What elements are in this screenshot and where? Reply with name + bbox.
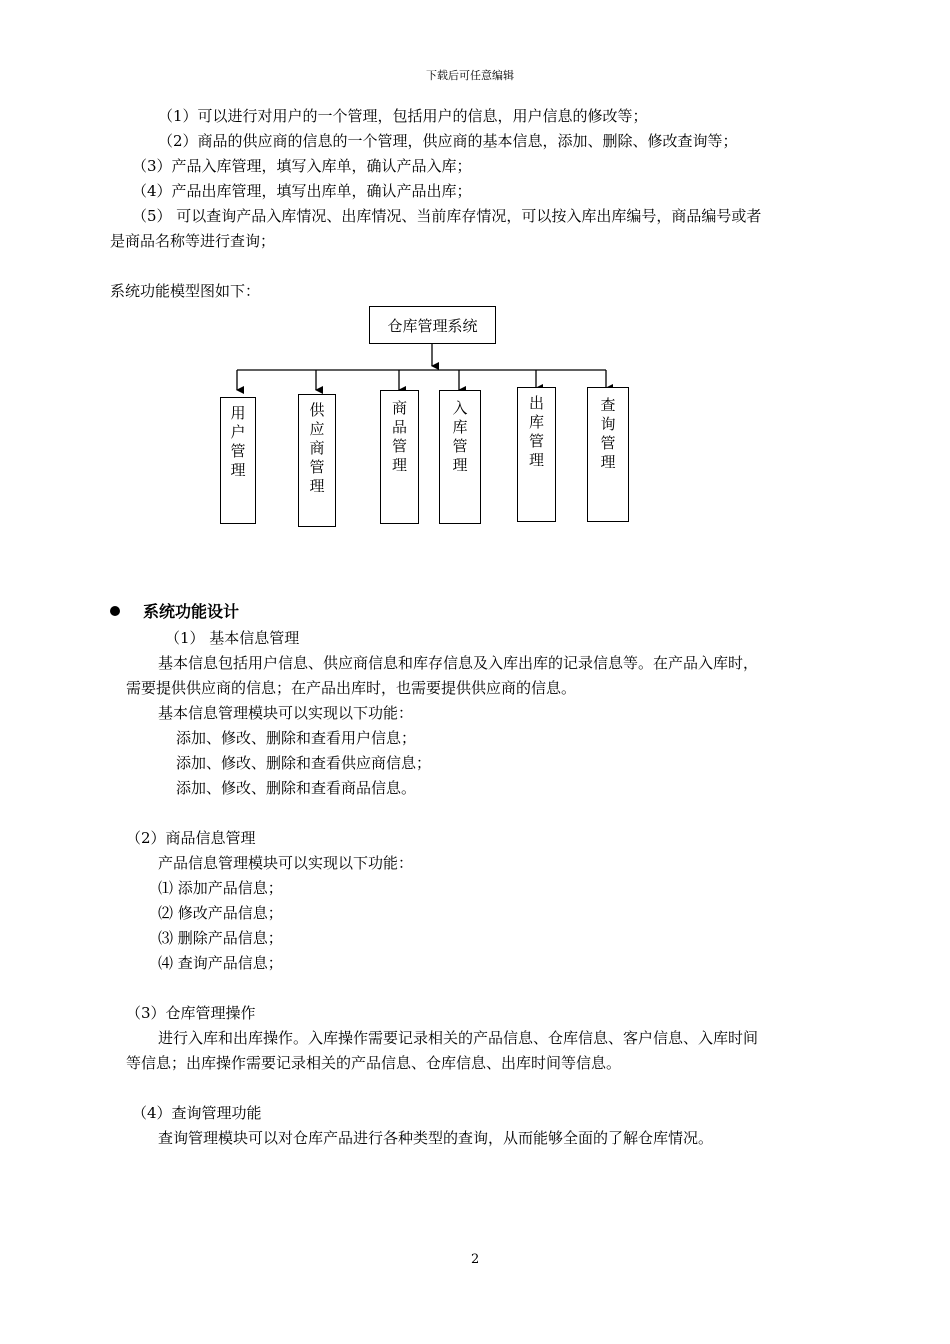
- intro-line-6: 是商品名称等进行查询；: [110, 232, 276, 250]
- s4-paragraph: 查询管理模块可以对仓库产品进行各种类型的查询，从而能够全面的了解仓库情况。: [158, 1129, 714, 1147]
- s1-list-item: 添加、修改、删除和查看用户信息；: [176, 729, 417, 747]
- s3-paragraph-line-1: 进行入库和出库操作。入库操作需要记录相关的产品信息、仓库信息、客户信息、入库时间: [158, 1029, 759, 1047]
- diagram-node-product: [380, 390, 419, 524]
- diagram-node-outbound: [517, 387, 556, 522]
- s1-paragraph-line-1: 基本信息包括用户信息、供应商信息和库存信息及入库出库的记录信息等。在产品入库时，: [158, 654, 759, 672]
- intro-line-1: （1）可以进行对用户的一个管理，包括用户的信息，用户信息的修改等；: [158, 107, 648, 125]
- page-header: 下载后可任意编辑: [426, 69, 514, 82]
- intro-line-2: （2）商品的供应商的信息的一个管理，供应商的基本信息，添加、删除、修改查询等；: [158, 132, 738, 150]
- diagram-node-query: [587, 387, 629, 522]
- diagram-node-label: 查询管理: [600, 396, 616, 471]
- intro-line-4: （4）产品出库管理，填写出库单，确认产品出库；: [132, 182, 472, 200]
- intro-line-3: （3）产品入库管理，填写入库单，确认产品入库；: [132, 157, 472, 175]
- diagram-node-label: 供应商管理: [309, 401, 325, 495]
- diagram-node-label: 用户管理: [230, 404, 246, 479]
- diagram-node-label: 入库管理: [452, 399, 468, 474]
- s2-list-item: ⑵ 修改产品信息；: [158, 904, 283, 922]
- section-title: 系统功能设计: [143, 602, 240, 621]
- s3-paragraph-line-2: 等信息；出库操作需要记录相关的产品信息、仓库信息、出库时间等信息。: [126, 1054, 622, 1072]
- s2-list-item: ⑴ 添加产品信息；: [158, 879, 283, 897]
- s1-list-item: 添加、修改、删除和查看商品信息。: [176, 779, 417, 797]
- diagram-node-supplier: [298, 394, 336, 527]
- s1-list-item: 添加、修改、删除和查看供应商信息；: [176, 754, 432, 772]
- diagram-node-label: 出库管理: [528, 394, 544, 469]
- s1-paragraph-line-2: 需要提供供应商的信息；在产品出库时，也需要提供供应商的信息。: [126, 679, 577, 697]
- diagram-node-inbound: [439, 390, 481, 524]
- diagram-caption: 系统功能模型图如下：: [110, 282, 261, 300]
- s1-paragraph-2: 基本信息管理模块可以实现以下功能：: [158, 704, 414, 722]
- diagram-node-label: 商品管理: [391, 399, 407, 474]
- diagram-root-label: 仓库管理系统: [387, 316, 478, 335]
- s2-list-item: ⑷ 查询产品信息；: [158, 954, 283, 972]
- s2-paragraph: 产品信息管理模块可以实现以下功能：: [158, 854, 414, 872]
- s4-title: （4）查询管理功能: [132, 1104, 262, 1122]
- section-bullet-icon: [110, 606, 120, 616]
- s1-title: （1） 基本信息管理: [165, 629, 300, 647]
- s2-list-item: ⑶ 删除产品信息；: [158, 929, 283, 947]
- diagram-root-node: [369, 306, 496, 344]
- s3-title: （3）仓库管理操作: [126, 1004, 256, 1022]
- intro-line-5: （5） 可以查询产品入库情况、出库情况、当前库存情况，可以按入库出库编号，商品编号或者: [132, 207, 762, 225]
- page-number: 2: [471, 1252, 480, 1267]
- diagram-node-user: [220, 397, 256, 524]
- s2-title: （2）商品信息管理: [126, 829, 256, 847]
